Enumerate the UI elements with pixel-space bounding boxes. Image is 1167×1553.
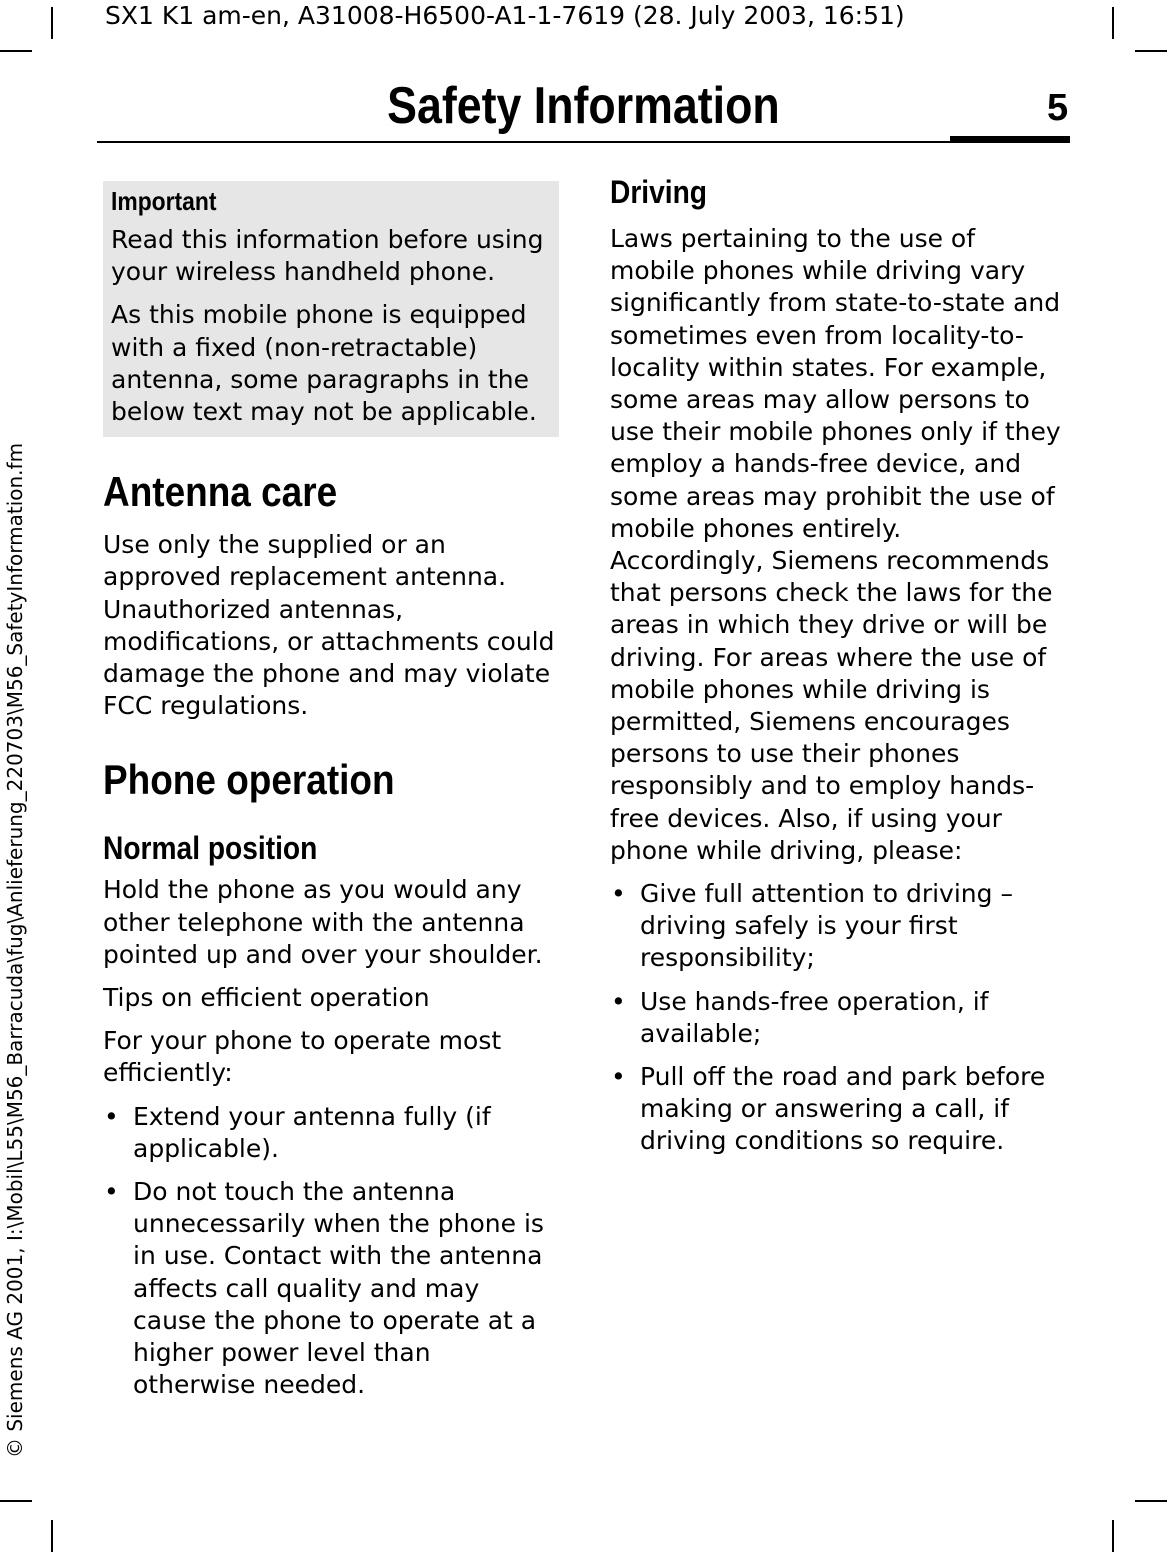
list-item-text: Use hands-free operation, if available; (640, 986, 989, 1048)
tips-list (103, 1101, 559, 1402)
antenna-care-heading: Antenna care (103, 468, 338, 516)
bullet-icon: • (611, 879, 626, 909)
driving-list (610, 878, 1062, 1158)
crop-mark (0, 50, 32, 52)
crop-mark (0, 1500, 32, 1502)
page-number: 5 (1047, 87, 1069, 129)
crop-mark (1135, 1500, 1167, 1502)
right-column (610, 172, 1062, 1169)
list-item-text: Give full attention to driving – driving safely is your first responsibility; (640, 879, 1013, 973)
phone-operation-heading: Phone operation (103, 756, 395, 804)
bullet-icon: • (611, 986, 626, 1016)
page-title: Safety Information (387, 77, 780, 135)
header-rule (97, 141, 1069, 143)
list-item-text: Extend your antenna fully (if applicable). (133, 1101, 491, 1163)
bullet-icon: • (104, 1177, 119, 1207)
list-item (610, 986, 1062, 1050)
page-number-rule (950, 136, 1070, 143)
tips-intro: For your phone to operate most efficiently: (103, 1026, 502, 1088)
list-item (610, 878, 1062, 975)
driving-body: Laws pertaining to the use of mobile phones while driving vary significantly from state-to-state and sometimes even from locality-to-locality within states. For example, some areas may allow persons to use their mobile phones only if they employ a hands-free device, and some areas may prohibit the use of mobile phones entirely. Accordingly, Siemens recommends that persons check the laws for the areas in which they drive or will be driving. For areas where the use of mobile phones while driving is permitted, Siemens encourages persons to use their phones responsibly and to employ hands-free devices. Also, if using your phone while driving, please: (610, 224, 1061, 865)
crop-mark (1135, 50, 1167, 52)
list-item-text: Pull off the road and park before making or answering a call, if driving conditions so require. (640, 1062, 1046, 1156)
list-item (103, 1176, 559, 1401)
crop-mark (1112, 7, 1114, 39)
normal-position-body: Hold the phone as you would any other telephone with the antenna pointed up and over your shoulder. (103, 875, 543, 969)
antenna-care-body: Use only the supplied or an approved replacement antenna. Unauthorized antennas, modifications, or attachments could damage the phone and may violate FCC regulations. (103, 530, 555, 721)
important-note-box (103, 181, 559, 437)
important-note-title: Important (111, 186, 217, 216)
crop-mark (1112, 1520, 1114, 1552)
left-column (103, 172, 559, 1412)
crop-mark (51, 7, 53, 39)
crop-mark (51, 1520, 53, 1552)
important-note-paragraph: Read this information before using your wireless handheld phone. (111, 225, 544, 287)
driving-heading: Driving (610, 174, 708, 210)
bullet-icon: • (104, 1101, 119, 1131)
list-item-text: Do not touch the antenna unnecessarily when the phone is in use. Contact with the antenna affects call quality and may cause the phone to operate at a higher power level than otherwise needed. (133, 1177, 544, 1400)
bullet-icon: • (611, 1062, 626, 1092)
tips-title: Tips on efficient operation (103, 983, 430, 1013)
copyright-sidebar: © Siemens AG 2001, I:\Mobil\L55\M56_Barracuda\fug\Anlieferung_220703\M56_SafetyInformation.fm (3, 442, 27, 1458)
list-item (610, 1061, 1062, 1158)
document-info-header: SX1 K1 am-en, A31008-H6500-A1-1-7619 (28. July 2003, 16:51) (105, 1, 905, 30)
important-note-paragraph: As this mobile phone is equipped with a fixed (non-retractable) antenna, some paragraphs in the below text may not be applicable. (111, 300, 537, 427)
list-item (103, 1101, 559, 1165)
normal-position-heading: Normal position (103, 830, 318, 867)
